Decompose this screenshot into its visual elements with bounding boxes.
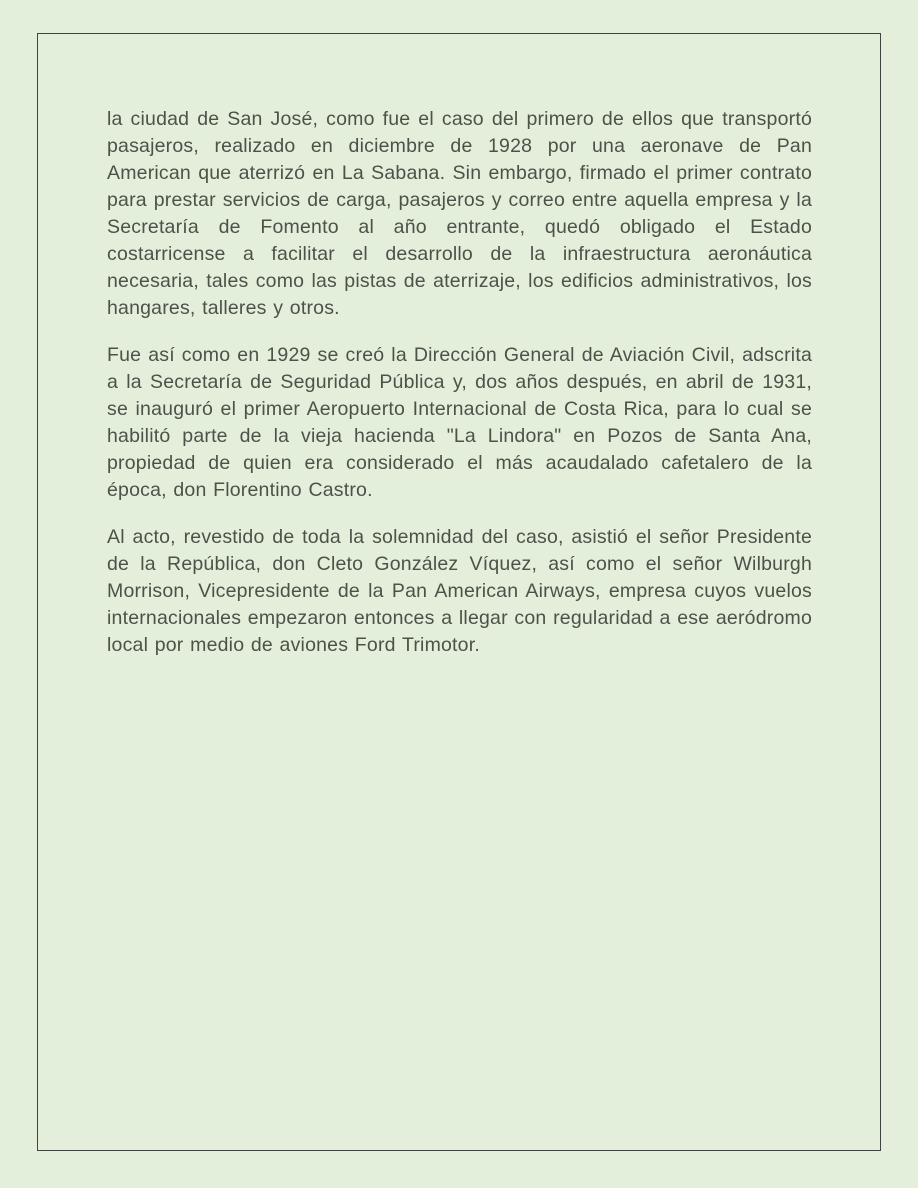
page-frame (37, 33, 881, 1151)
paragraph-3: Al acto, revestido de toda la solemnidad del caso, asistió el señor Presidente de la República, don Cleto González Víquez, así como el señor Wilburgh Morrison, Vicepresidente de la Pan American Airways, empresa cuyos vuelos internacionales empezaron entonces a llegar con regularidad a ese aeródromo local por medio de aviones Ford Trimotor. (107, 526, 812, 656)
paragraph-1: la ciudad de San José, como fue el caso del primero de ellos que transportó pasajeros, realizado en diciembre de 1928 por una aeronave de Pan American que aterrizó en La Sabana. Sin embargo, firmado el primer contrato para prestar servicios de carga, pasajeros y correo entre aquella empresa y la Secretaría de Fomento al año entrante, quedó obligado el Estado costarricense a facilitar el desarrollo de la infraestructura aeronáutica necesaria, tales como las pistas de aterrizaje, los edificios administrativos, los hangares, talleres y otros. (107, 108, 812, 319)
document-text (107, 106, 812, 679)
paragraph-2: Fue así como en 1929 se creó la Dirección General de Aviación Civil, adscrita a la Secretaría de Seguridad Pública y, dos años después, en abril de 1931, se inauguró el primer Aeropuerto Internacional de Costa Rica, para lo cual se habilitó parte de la vieja hacienda "La Lindora" en Pozos de Santa Ana, propiedad de quien era considerado el más acaudalado cafetalero de la época, don Florentino Castro. (107, 344, 812, 501)
